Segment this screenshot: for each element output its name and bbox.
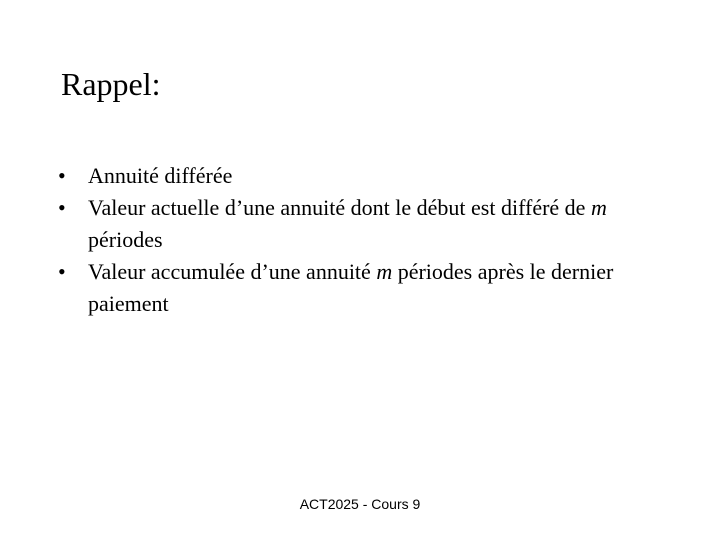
bullet-item: [58, 192, 678, 256]
bullet-text: Valeur actuelle d’une annuité dont le début est différé de: [88, 195, 591, 220]
bullet-icon: •: [58, 259, 66, 284]
slide-title: Rappel:: [61, 66, 161, 102]
bullet-variable: m: [376, 259, 393, 284]
bullet-text: périodes: [88, 227, 163, 252]
bullet-icon: •: [58, 195, 66, 220]
bullet-list: [58, 160, 678, 320]
bullet-variable: m: [590, 195, 607, 220]
bullet-item: [58, 160, 678, 192]
bullet-icon: •: [58, 163, 66, 188]
bullet-item: [58, 256, 678, 320]
slide-footer: ACT2025 - Cours 9: [299, 496, 421, 512]
bullet-text: Valeur accumulée d’une annuité: [88, 259, 377, 284]
bullet-text: Annuité différée: [88, 163, 233, 188]
bullet-text: périodes après le dernier paiement: [88, 259, 614, 316]
